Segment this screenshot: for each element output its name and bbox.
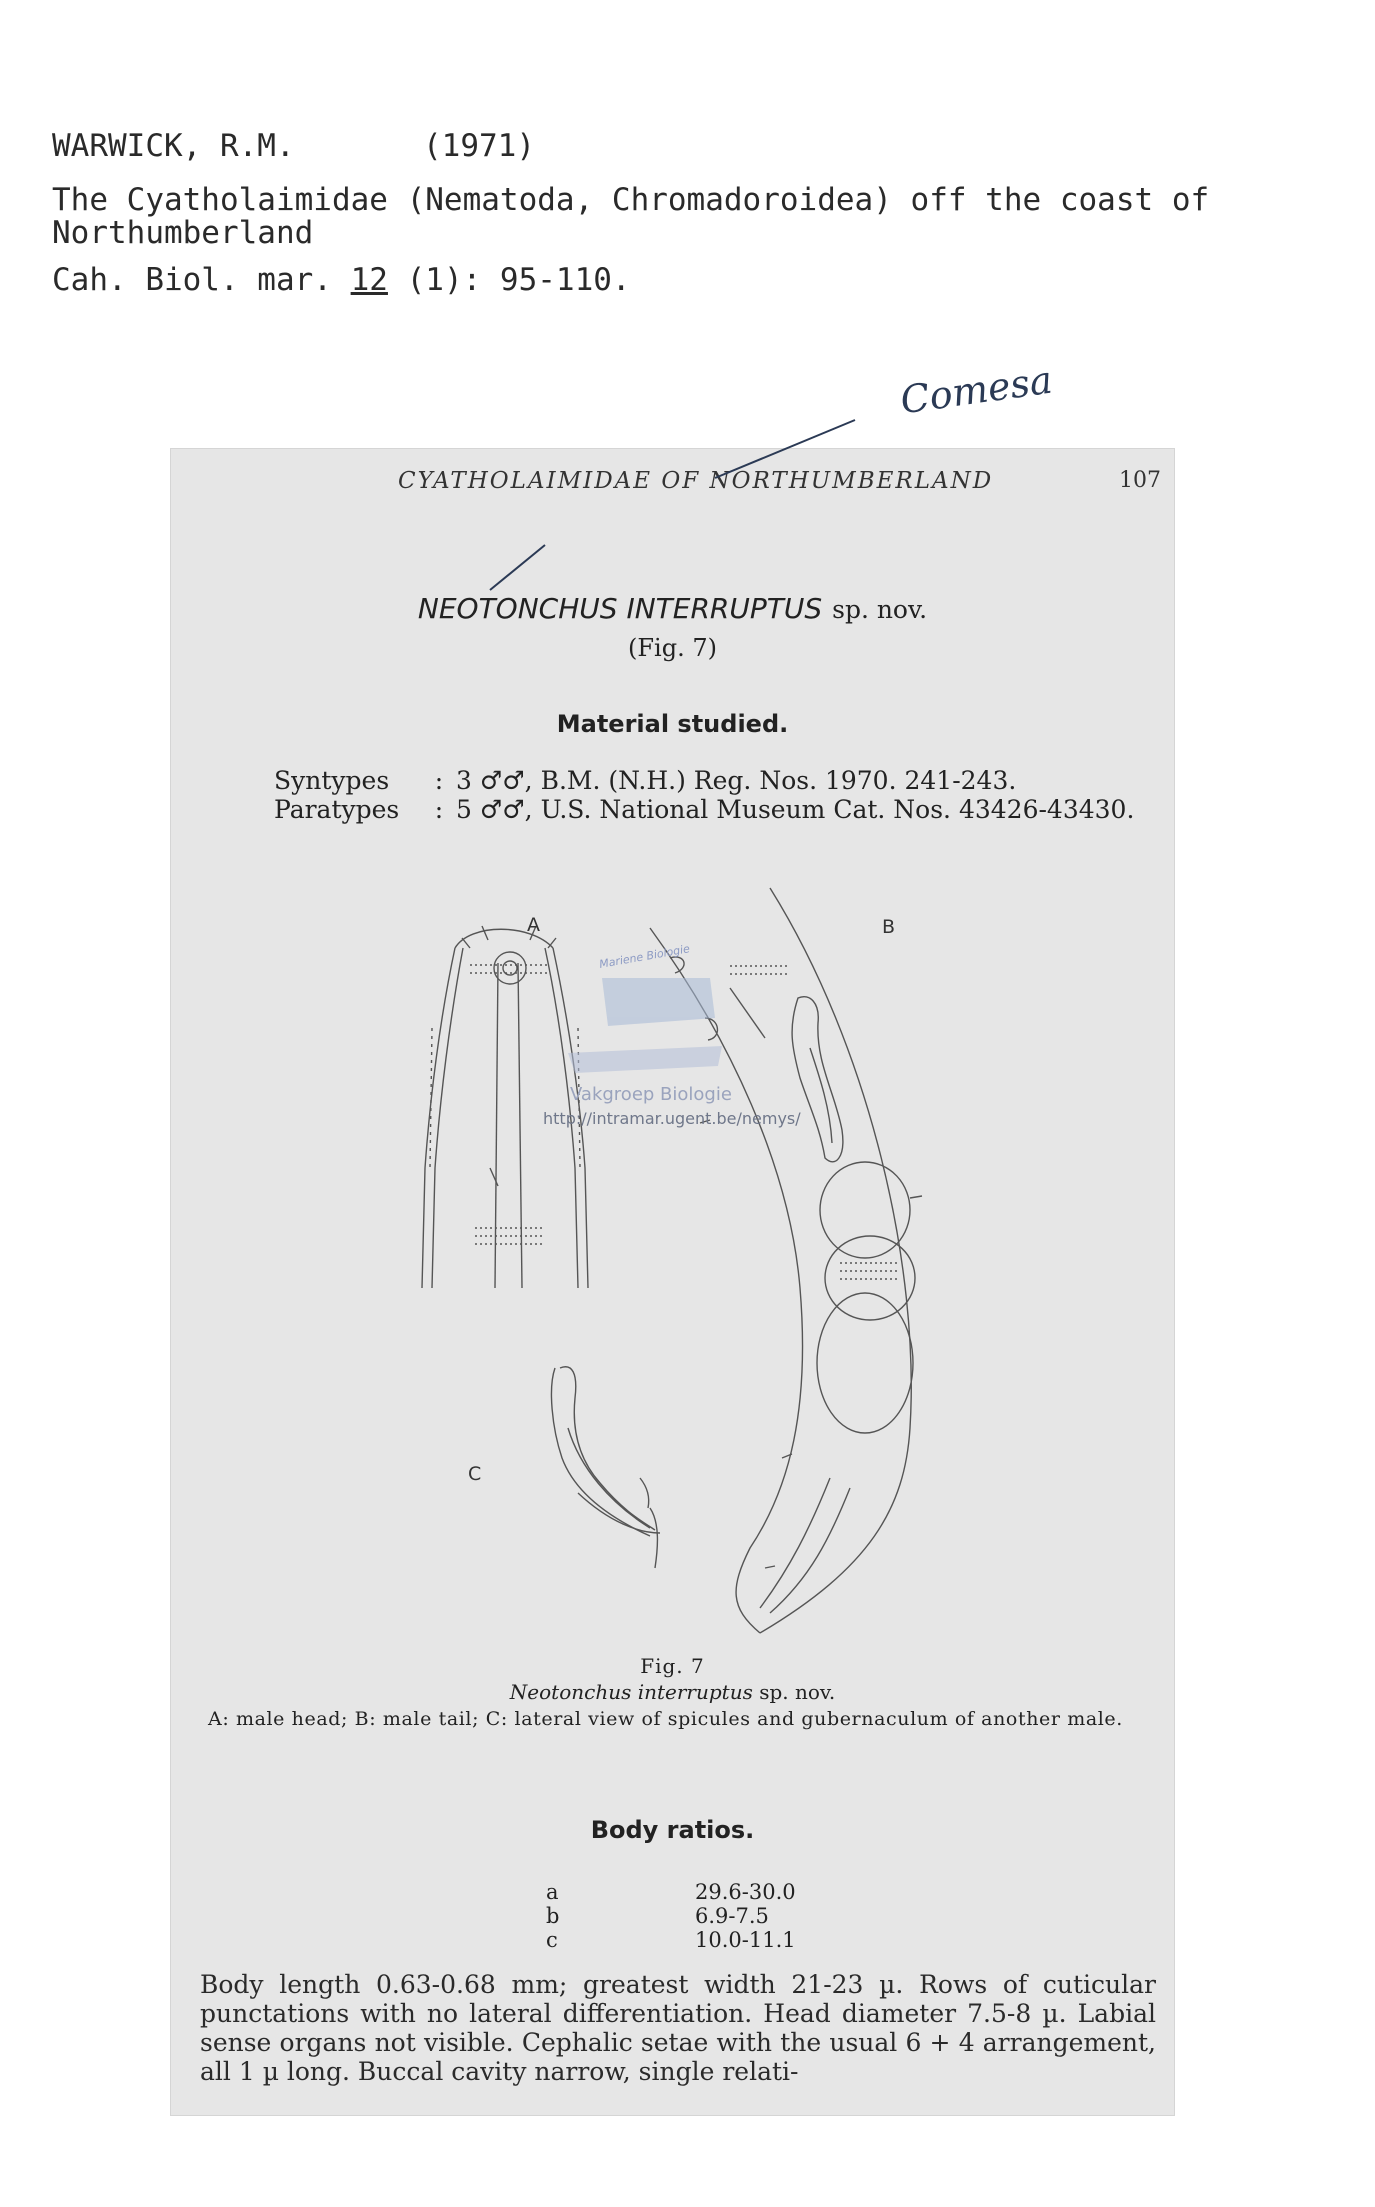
journal-volume: 12	[350, 262, 388, 298]
paratypes-label: Paratypes	[274, 795, 400, 824]
figure-caption: Fig. 7	[640, 1654, 705, 1678]
panel-label-a: A	[527, 914, 540, 936]
page-number: 107	[1119, 468, 1161, 493]
reference-title-line-1: The Cyatholaimidae (Nematoda, Chromadoroidea) off the coast of	[52, 182, 1210, 218]
species-suffix: sp. nov.	[832, 595, 928, 624]
caption-species-name: Neotonchus interruptus	[509, 1680, 753, 1704]
journal-prefix: Cah. Biol. mar.	[52, 262, 351, 298]
description-paragraph: Body length 0.63-0.68 mm; greatest width 21-23 µ. Rows of cuticular punctations with no lateral differentiation. Head diameter 7.5-8 µ. Labial sense organs not visible. Cephalic setae with the usual 6 + 4 arrangement, all 1 µ long. Buccal cavity narrow, single relati-	[200, 1970, 1156, 2086]
paratypes-text: 5 ♂♂, U.S. National Museum Cat. Nos. 43426-43430.	[456, 795, 1135, 824]
watermark-arc-text: Mariene Biologie	[598, 942, 691, 971]
watermark-group: Vakgroep Biologie	[570, 1084, 732, 1105]
ratio-value: 29.6-30.0	[695, 1880, 796, 1904]
caption-species-suffix: sp. nov.	[752, 1680, 836, 1704]
syntypes-label: Syntypes	[274, 766, 390, 795]
panel-label-c: C	[468, 1463, 482, 1485]
species-name: NEOTONCHUS INTERRUPTUS	[417, 592, 823, 625]
panel-label-b: B	[882, 916, 896, 938]
figure-legend: A: male head; B: male tail; C: lateral view of spicules and gubernaculum of another male.	[208, 1708, 1123, 1730]
syntypes-sep: :	[434, 766, 444, 795]
ratio-key: c	[546, 1928, 558, 1952]
syntypes-text: 3 ♂♂, B.M. (N.H.) Reg. Nos. 1970. 241-243.	[456, 766, 1017, 795]
body-ratios-heading: Body ratios.	[590, 1816, 755, 1844]
figure-reference: (Fig. 7)	[628, 634, 717, 662]
ratio-value: 6.9-7.5	[695, 1904, 769, 1928]
running-head: CYATHOLAIMIDAE OF NORTHUMBERLAND	[398, 468, 994, 494]
handwritten-genus-correction: Comesa	[897, 357, 1055, 423]
material-heading: Material studied.	[556, 710, 789, 738]
ratio-key: b	[546, 1904, 560, 1928]
reference-author: WARWICK, R.M.	[52, 128, 295, 164]
reference-title-line-2: Northumberland	[52, 215, 314, 251]
paratypes-sep: :	[434, 795, 444, 824]
watermark-url: http://intramar.ugent.be/nemys/	[543, 1109, 801, 1128]
ratio-key: a	[546, 1880, 559, 1904]
journal-suffix: (1): 95-110.	[387, 262, 631, 298]
ratio-value: 10.0-11.1	[695, 1928, 796, 1952]
reference-year: (1971)	[423, 128, 535, 164]
